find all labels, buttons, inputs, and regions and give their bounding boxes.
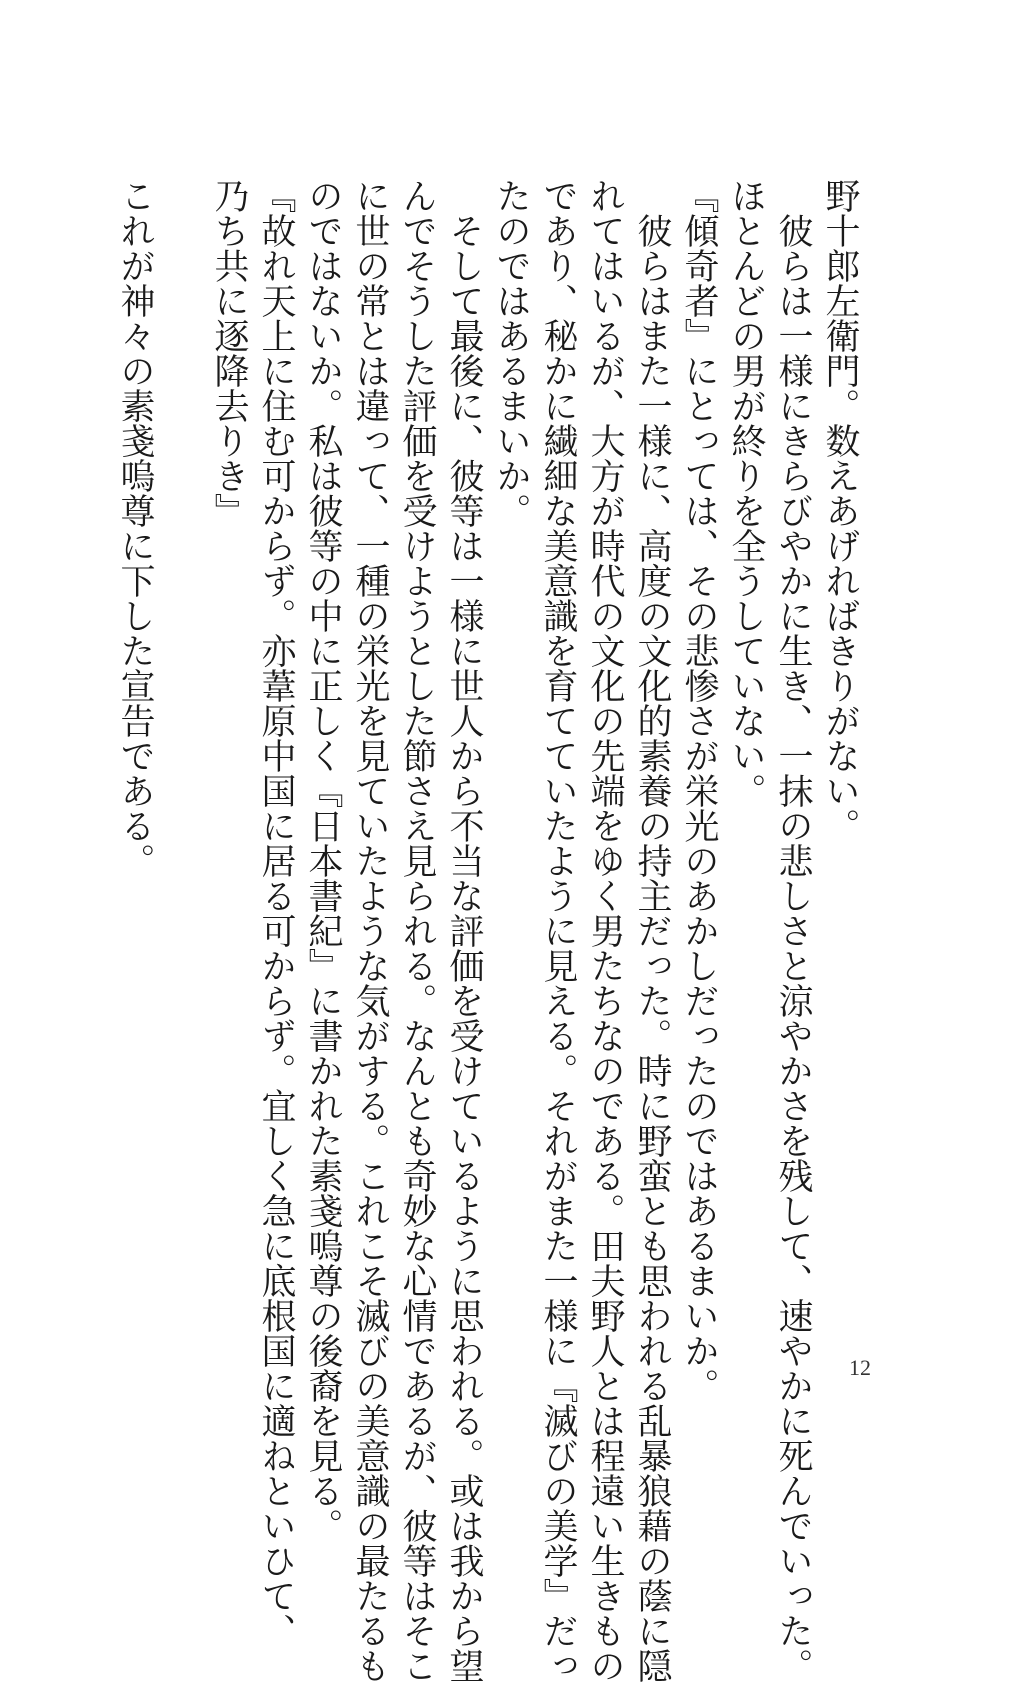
text-line: のではないか。私は彼等の中に正しく『日本書紀』に書かれた素戔嗚尊の後裔を見る。: [303, 178, 343, 1543]
text-line: 彼らは一様にきらびやかに生き、一抹の悲しさと涼やかさを残して、速やかに死んでいった。: [773, 178, 813, 1683]
text-line: 野十郎左衛門。数えあげればきりがない。: [820, 178, 860, 843]
text-line: んでそうした評価を受けようとした節さえ見られる。なんとも奇妙な心情であるが、彼等はそこ: [397, 178, 437, 1683]
text-line: これが神々の素戔嗚尊に下した宣告である。: [115, 178, 155, 878]
text-line: に世の常とは違って、一種の栄光を見ていたような気がする。これこそ滅びの美意識の最たるも: [350, 178, 390, 1683]
page-number: 12: [849, 1355, 871, 1380]
text-line: であり、秘かに繊細な美意識を育てていたように見える。それがまた一様に『滅びの美学』だっ: [538, 178, 578, 1683]
text-line: 彼らはまた一様に、高度の文化的素養の持主だった。時に野蛮とも思われる乱暴狼藉の蔭に隠: [632, 178, 672, 1683]
text-line: れてはいるが、大方が時代の文化の先端をゆく男たちなのである。田夫野人とは程遠い生きもの: [585, 178, 625, 1683]
text-line: ほとんどの男が終りを全うしていない。: [726, 178, 766, 808]
quote-line: 乃ち共に逐降去りき』: [209, 178, 249, 528]
quote-line: 『故れ天上に住む可からず。亦葦原中国に居る可からず。宜しく急に底根国に適ねといひて、: [256, 178, 296, 1648]
text-line: そして最後に、彼等は一様に世人から不当な評価を受けているように思われる。或は我から望: [444, 178, 484, 1683]
paragraph-gap: [158, 178, 205, 1358]
text-line: たのではあるまいか。: [491, 178, 531, 528]
text-line: 『傾奇者』にとっては、その悲惨さが栄光のあかしだったのではあるまいか。: [679, 178, 719, 1403]
